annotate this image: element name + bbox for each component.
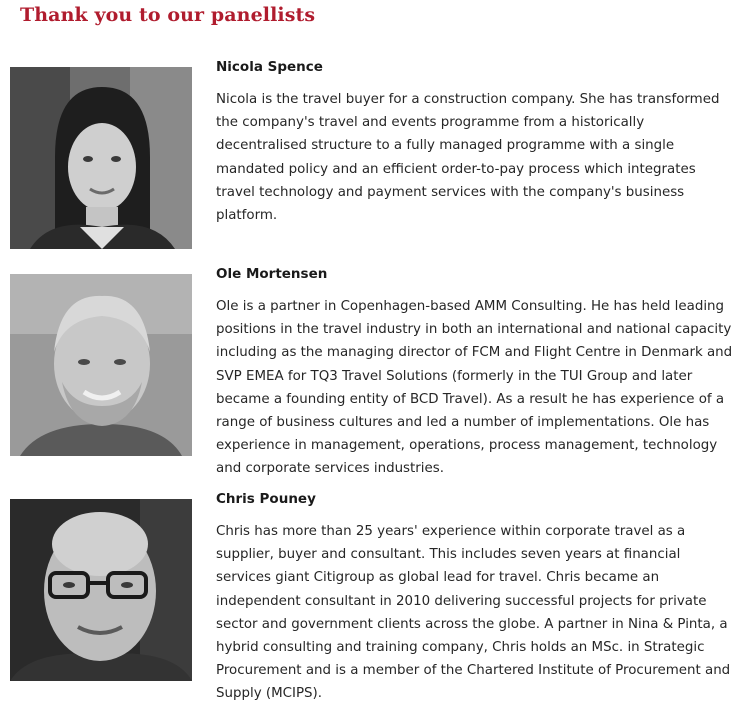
portrait-man-glasses-icon (10, 499, 192, 681)
panellist-name: Ole Mortensen (216, 266, 328, 282)
panellist-chris (216, 491, 736, 706)
page-title: Thank you to our panellists (20, 4, 316, 26)
portrait-man-beard-icon (10, 274, 192, 456)
panellist-photo-chris (10, 499, 192, 681)
panellist-photo-nicola (10, 67, 192, 249)
panellist-photo-ole (10, 274, 192, 456)
panellist-bio: Ole is a partner in Copenhagen-based AMM Consulting. He has held leading positions in the travel industry in both an international and national capacity including as the managing director of FCM and Flight Centre in Denmark and SVP EMEA for TQ3 Travel Solutions (formerly in the TUI Group and later became a founding entity of BCD Travel). As a result he has experience of a range of business cultures and led a number of implementations. Ole has experience in management, operations, process management, technology and corporate services industries. (216, 299, 733, 477)
panellist-name: Nicola Spence (216, 59, 323, 75)
panellist-bio: Nicola is the travel buyer for a construction company. She has transformed the company's travel and events programme from a historically decentralised structure to a fully managed programme with a single mandated policy and an efficient order-to-pay process which integrates travel technology and payment services with the company's business platform. (216, 92, 720, 224)
portrait-woman-icon (10, 67, 192, 249)
panellist-name: Chris Pouney (216, 491, 316, 507)
panellist-ole (216, 266, 736, 481)
panellist-bio: Chris has more than 25 years' experience within corporate travel as a supplier, buyer and consultant. This includes seven years at financial services giant Citigroup as global lead for travel. Chris became an independent consultant in 2010 delivering successful projects for private sector and government clients across the globe. A partner in Nina & Pinta, a hybrid consulting and training company, Chris holds an MSc. in Strategic Procurement and is a member of the Chartered Institute of Procurement and Supply (MCIPS). (216, 524, 731, 702)
panellist-nicola (216, 59, 736, 227)
